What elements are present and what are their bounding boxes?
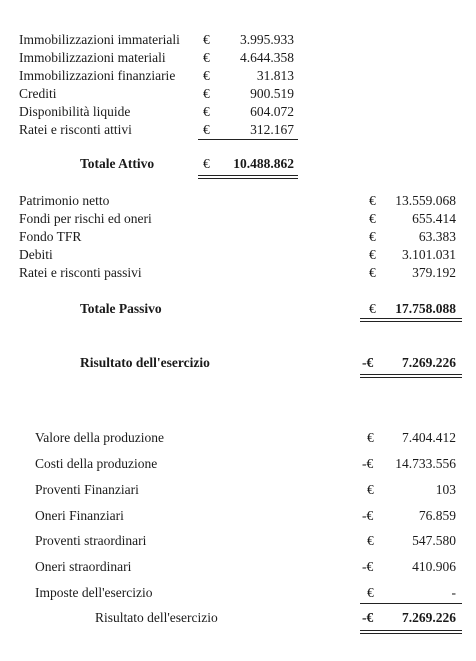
passivo-label: Patrimonio netto <box>19 193 110 208</box>
attivo-value: 3.995.933 <box>240 32 294 47</box>
attivo-value: 312.167 <box>250 122 294 137</box>
attivo-value: 604.072 <box>250 104 294 119</box>
ce-value: 76.859 <box>418 508 456 523</box>
passivo-value: 13.559.068 <box>395 193 456 208</box>
ce-value: 14.733.556 <box>395 456 456 471</box>
total-double-rule <box>360 374 462 375</box>
totale-attivo-label: Totale Attivo <box>80 156 155 171</box>
ce-currency: -€ <box>362 456 374 471</box>
currency-symbol: € <box>369 211 376 226</box>
risultato-currency: -€ <box>362 355 374 370</box>
risultato-label: Risultato dell'esercizio <box>80 355 210 370</box>
currency-symbol: € <box>203 32 210 47</box>
currency-symbol: € <box>369 193 376 208</box>
ce-currency: € <box>367 585 374 600</box>
total-double-rule <box>198 175 298 176</box>
ce-label: Valore della produzione <box>35 430 164 445</box>
ce-currency: € <box>367 430 374 445</box>
ce-label: Oneri Finanziari <box>35 508 124 523</box>
totale-passivo-value: 17.758.088 <box>395 301 456 316</box>
currency-symbol: € <box>369 247 376 262</box>
passivo-value: 379.192 <box>412 265 456 280</box>
passivo-value: 63.383 <box>418 229 456 244</box>
ce-value: - <box>451 585 456 600</box>
attivo-value: 4.644.358 <box>240 50 294 65</box>
attivo-value: 900.519 <box>250 86 294 101</box>
ce-label: Costi della produzione <box>35 456 158 471</box>
risultato-currency: -€ <box>362 610 374 625</box>
ce-currency: € <box>367 482 374 497</box>
subtotal-rule <box>198 139 298 140</box>
totale-passivo-label: Totale Passivo <box>80 301 162 316</box>
total-double-rule <box>360 630 462 631</box>
ce-currency: -€ <box>362 508 374 523</box>
risultato-value: 7.269.226 <box>402 355 456 370</box>
ce-value: 7.404.412 <box>402 430 456 445</box>
attivo-label: Disponibilità liquide <box>19 104 131 119</box>
passivo-label: Ratei e risconti passivi <box>19 265 142 280</box>
currency-symbol: € <box>203 104 210 119</box>
ce-currency: € <box>367 533 374 548</box>
ce-label: Proventi straordinari <box>35 533 147 548</box>
currency-symbol: € <box>369 265 376 280</box>
attivo-label: Immobilizzazioni materiali <box>19 50 166 65</box>
currency-symbol: € <box>203 122 210 137</box>
attivo-label: Ratei e risconti attivi <box>19 122 132 137</box>
currency-symbol: € <box>203 68 210 83</box>
ce-value: 547.580 <box>412 533 456 548</box>
attivo-label: Immobilizzazioni finanziarie <box>19 68 176 83</box>
currency-symbol: € <box>369 229 376 244</box>
passivo-label: Fondi per rischi ed oneri <box>19 211 152 226</box>
ce-label: Imposte dell'esercizio <box>35 585 153 600</box>
total-double-rule <box>360 321 462 322</box>
ce-currency: -€ <box>362 559 374 574</box>
ce-label: Oneri straordinari <box>35 559 132 574</box>
total-double-rule <box>360 377 462 378</box>
totale-attivo-value: 10.488.862 <box>233 156 294 171</box>
passivo-label: Debiti <box>19 247 53 262</box>
currency-symbol: € <box>369 301 376 316</box>
ce-value: 103 <box>435 482 456 497</box>
ce-label: Proventi Finanziari <box>35 482 139 497</box>
attivo-label: Immobilizzazioni immateriali <box>19 32 180 47</box>
currency-symbol: € <box>203 156 210 171</box>
subtotal-rule <box>360 603 462 604</box>
risultato-value: 7.269.226 <box>402 610 456 625</box>
passivo-value: 655.414 <box>412 211 456 226</box>
ce-value: 410.906 <box>412 559 456 574</box>
attivo-value: 31.813 <box>256 68 294 83</box>
total-double-rule <box>198 178 298 179</box>
passivo-value: 3.101.031 <box>402 247 456 262</box>
total-double-rule <box>360 633 462 634</box>
risultato-label: Risultato dell'esercizio <box>95 610 218 625</box>
currency-symbol: € <box>203 50 210 65</box>
total-double-rule <box>360 318 462 319</box>
passivo-label: Fondo TFR <box>19 229 82 244</box>
attivo-label: Crediti <box>19 86 57 101</box>
currency-symbol: € <box>203 86 210 101</box>
